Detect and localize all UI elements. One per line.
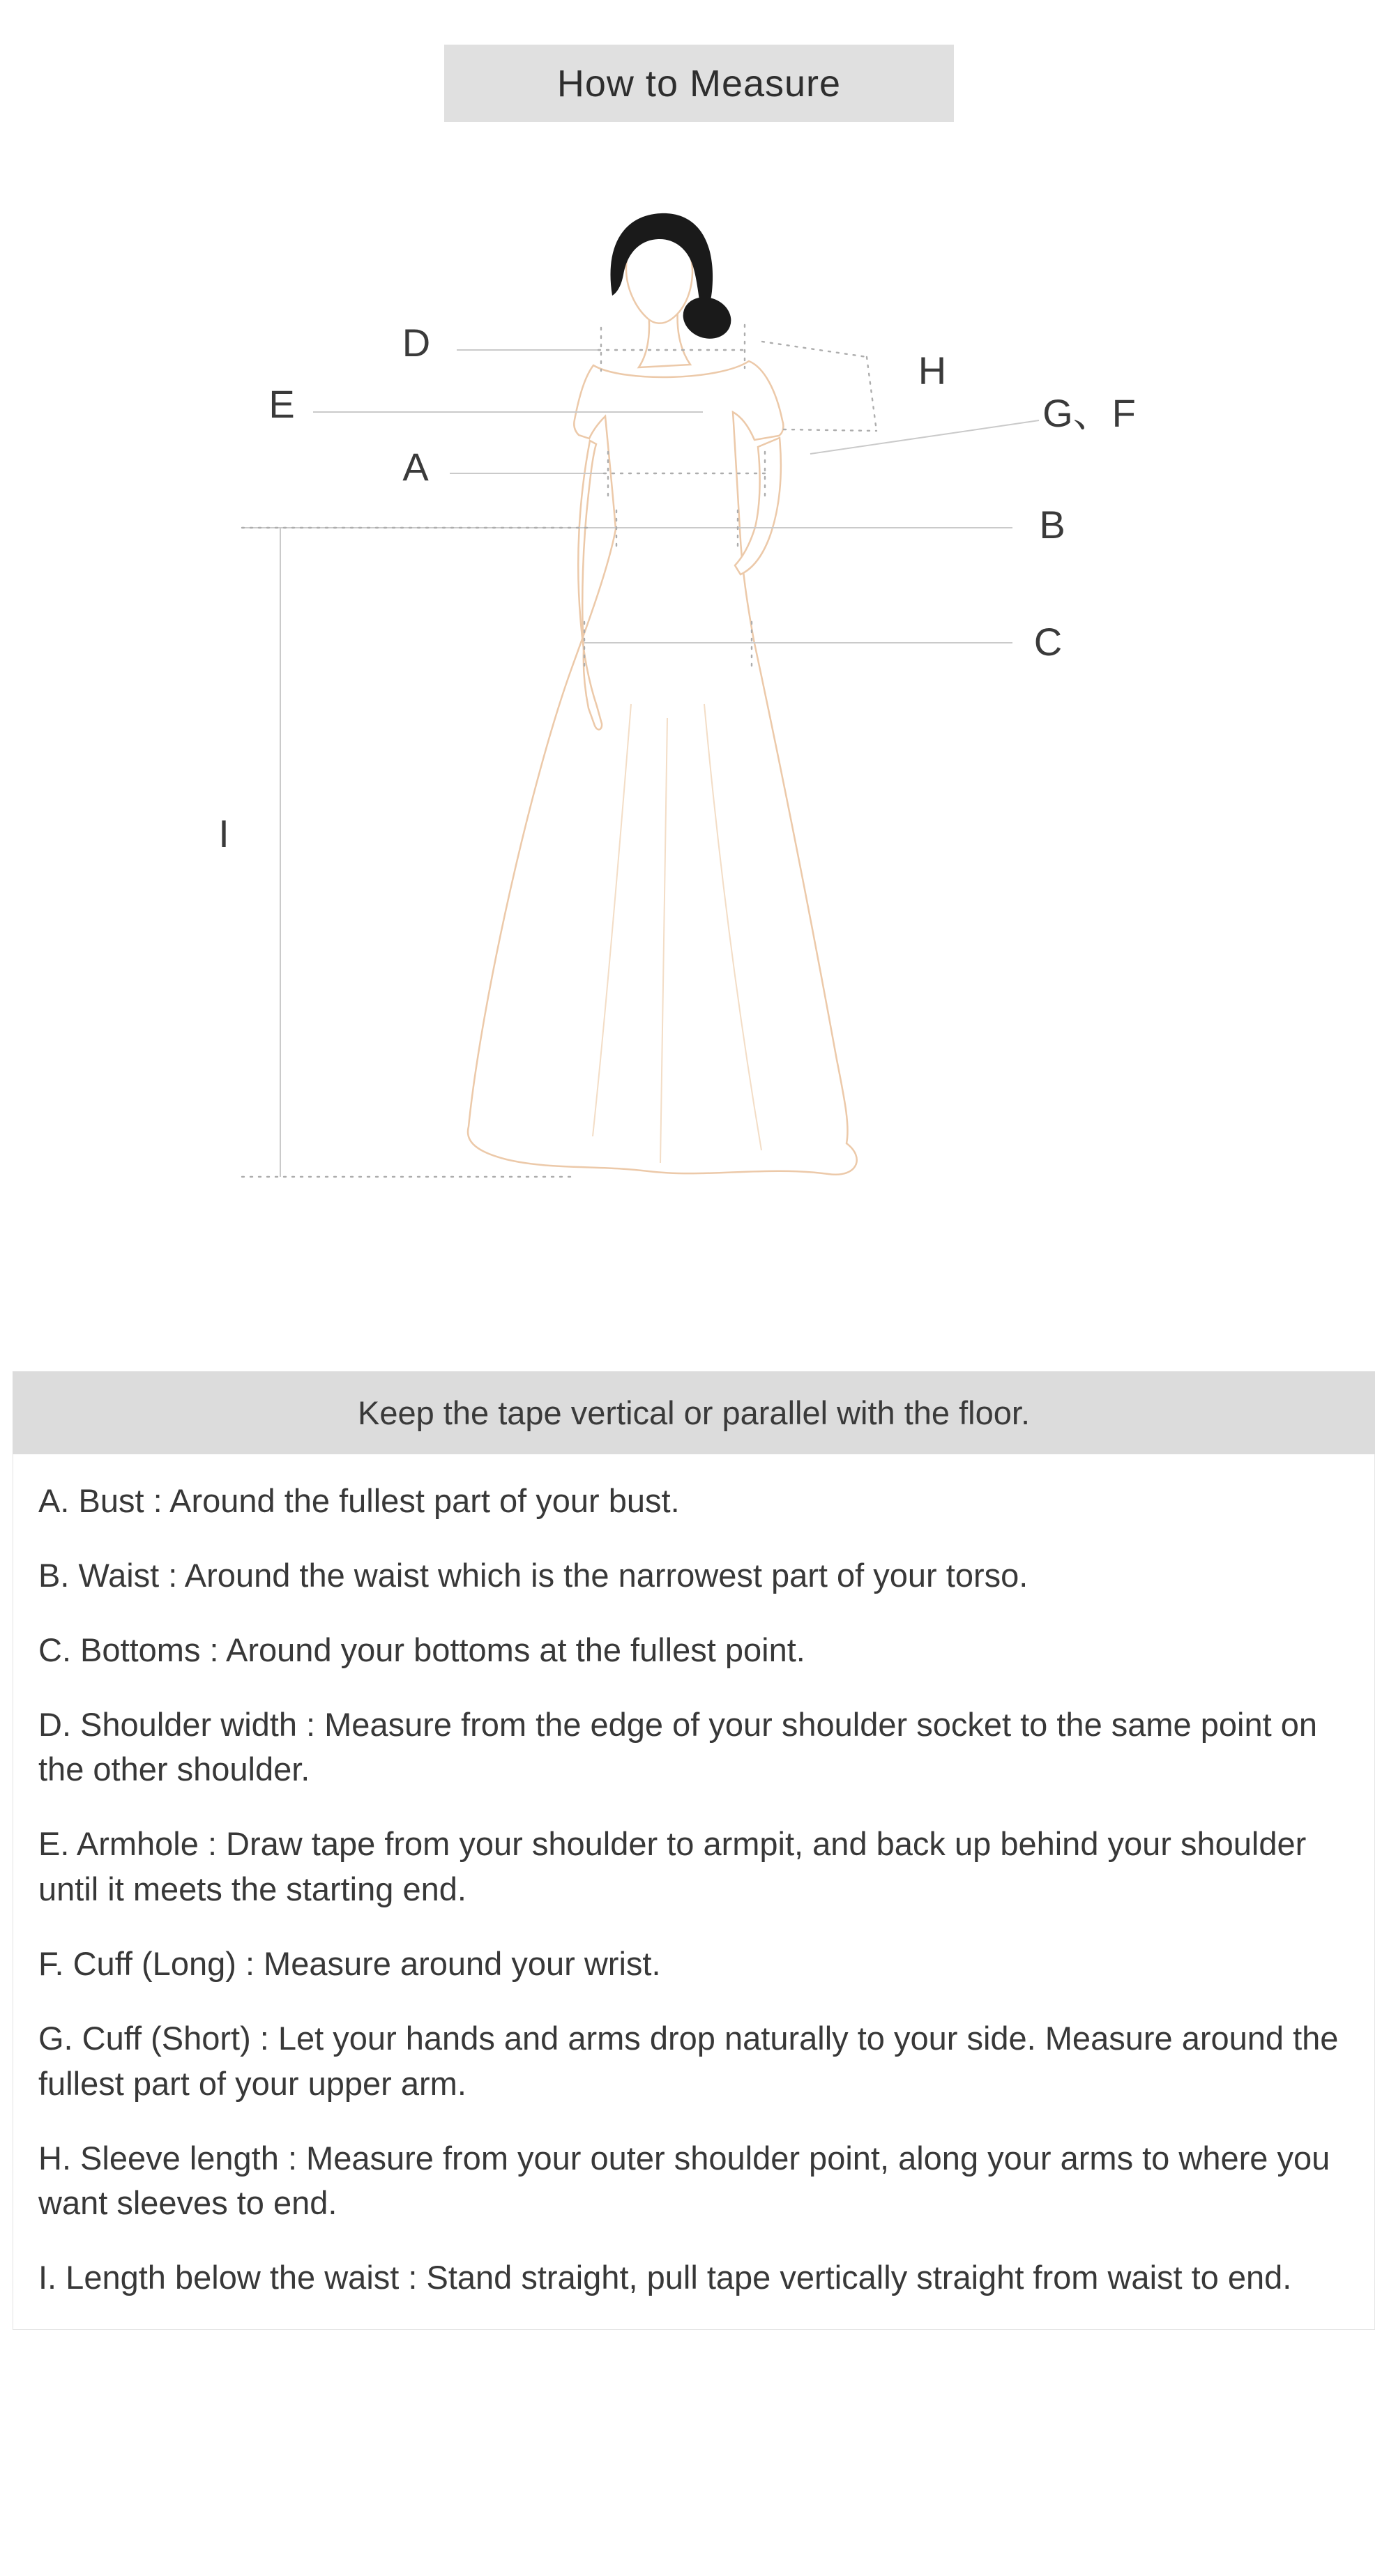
- measure-line-h: [762, 342, 867, 357]
- guide-item-bust: A. Bust : Around the fullest part of your bust.: [38, 1482, 680, 1519]
- guide-item-armhole: E. Armhole : Draw tape from your shoulder to armpit, and back up behind your shoulder until it meets the starting end.: [38, 1825, 1307, 1908]
- guide-item-bottoms: C. Bottoms : Around your bottoms at the fullest point.: [38, 1631, 805, 1668]
- measure-label-b: B: [1039, 503, 1065, 547]
- measure-label-a: A: [402, 445, 429, 489]
- guide-item-sleeve-length: H. Sleeve length : Measure from your outer shoulder point, along your arms to where you want sleeves to end.: [38, 2139, 1330, 2222]
- guide-item-shoulder-width: D. Shoulder width : Measure from the edge of your shoulder socket to the same point on the other shoulder.: [38, 1705, 1318, 1788]
- measure-label-c: C: [1033, 620, 1063, 664]
- guide-item-cuff-long: F. Cuff (Long) : Measure around your wrist.: [38, 1945, 661, 1983]
- guide-item-length-below-waist: I. Length below the waist : Stand straight, pull tape vertically straight from waist to end.: [38, 2259, 1292, 2296]
- guide-item-waist: B. Waist : Around the waist which is the narrowest part of your torso.: [38, 1556, 1029, 1594]
- measure-label-e: E: [268, 382, 295, 426]
- measure-label-gf: G、F: [1042, 391, 1136, 435]
- guide-list: [13, 1454, 1375, 2330]
- guide-item-cuff-short: G. Cuff (Short) : Let your hands and arms drop naturally to your side. Measure around the fullest part of your upper arm.: [38, 2019, 1339, 2102]
- measure-pointer-gf: [810, 420, 1039, 454]
- guide-header: Keep the tape vertical or parallel with the floor.: [13, 1371, 1375, 1454]
- page-title: How to Measure: [444, 45, 954, 122]
- measure-label-d: D: [402, 321, 431, 365]
- measure-label-i: I: [218, 811, 229, 855]
- measure-label-h: H: [918, 349, 947, 393]
- measurement-guide: [13, 1371, 1375, 2330]
